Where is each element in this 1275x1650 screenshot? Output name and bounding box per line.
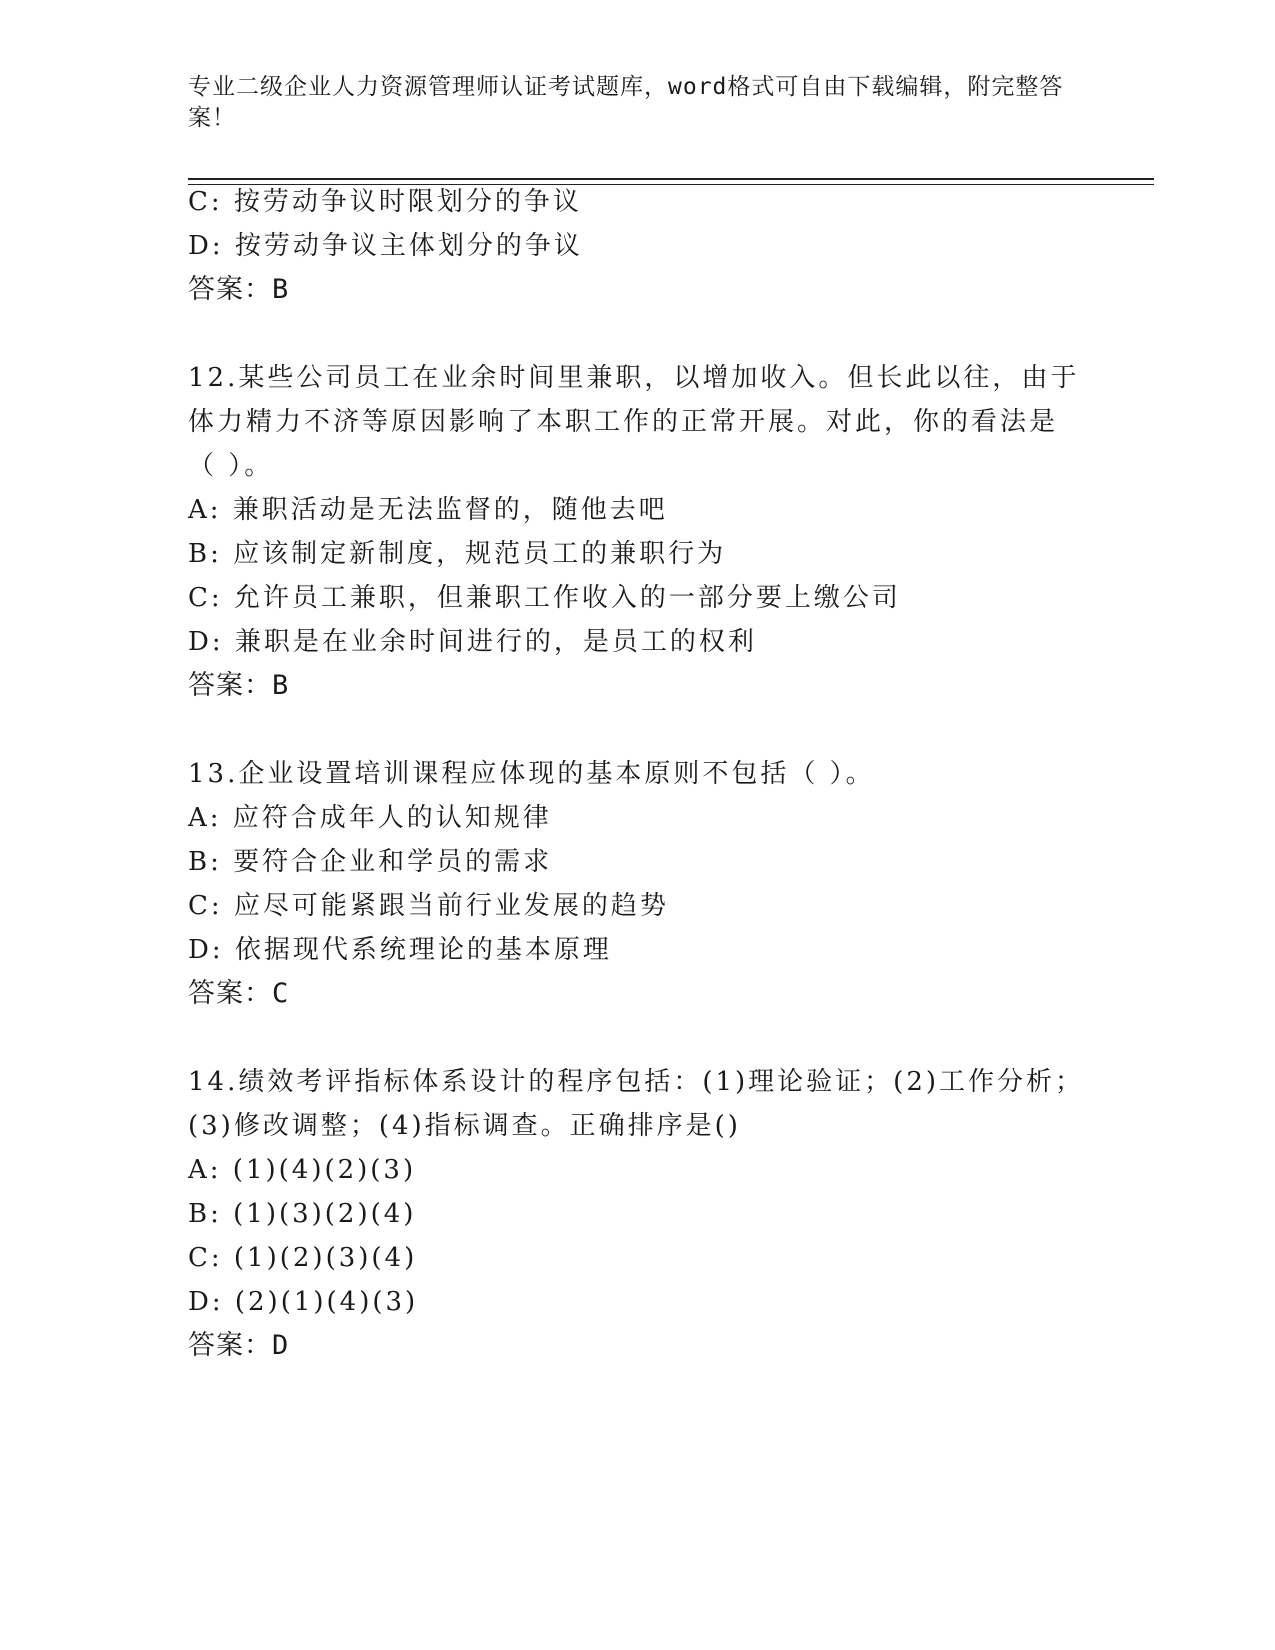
q12-stem-line3: （ ）。 [188, 451, 274, 481]
q12-stem-line2: 体力精力不济等原因影响了本职工作的正常开展。对此，你的看法是 [188, 407, 1059, 437]
q13-option-b: B: 要符合企业和学员的需求 [188, 847, 553, 877]
q13-option-a: A: 应符合成年人的认知规律 [188, 803, 552, 833]
q11-answer: 答案：B [188, 274, 290, 305]
q14-stem-line2: (3)修改调整；(4)指标调查。正确排序是() [188, 1111, 741, 1141]
q14-answer: 答案：D [188, 1330, 290, 1361]
q14-option-c: C: (1)(2)(3)(4) [188, 1243, 418, 1273]
q11-option-d: D: 按劳动争议主体划分的争议 [188, 231, 583, 261]
q12-option-b: B: 应该制定新制度，规范员工的兼职行为 [188, 539, 727, 569]
page-header: 专业二级企业人力资源管理师认证考试题库，word格式可自由下载编辑，附完整答案！ [188, 74, 1064, 131]
q12-option-d: D: 兼职是在业余时间进行的，是员工的权利 [188, 627, 757, 657]
q13-answer: 答案：C [188, 978, 290, 1009]
header-divider [188, 178, 1154, 180]
q13-stem-line1: 13.企业设置培训课程应体现的基本原则不包括（ ）。 [188, 759, 875, 789]
q14-option-a: A: (1)(4)(2)(3) [188, 1155, 417, 1185]
q12-option-a: A: 兼职活动是无法监督的，随他去吧 [188, 495, 668, 525]
q12-stem-line1: 12.某些公司员工在业余时间里兼职，以增加收入。但长此以往，由于 [188, 363, 1080, 393]
q13-option-c: C: 应尽可能紧跟当前行业发展的趋势 [188, 891, 669, 921]
q14-option-b: B: (1)(3)(2)(4) [188, 1199, 417, 1229]
q12-option-c: C: 允许员工兼职，但兼职工作收入的一部分要上缴公司 [188, 583, 901, 613]
q12-answer: 答案：B [188, 670, 290, 701]
q11-option-c: C: 按劳动争议时限划分的争议 [188, 187, 582, 217]
q14-option-d: D: (2)(1)(4)(3) [188, 1287, 419, 1317]
q14-stem-line1: 14.绩效考评指标体系设计的程序包括：(1)理论验证；(2)工作分析； [188, 1067, 1085, 1097]
q13-option-d: D: 依据现代系统理论的基本原理 [188, 935, 612, 965]
